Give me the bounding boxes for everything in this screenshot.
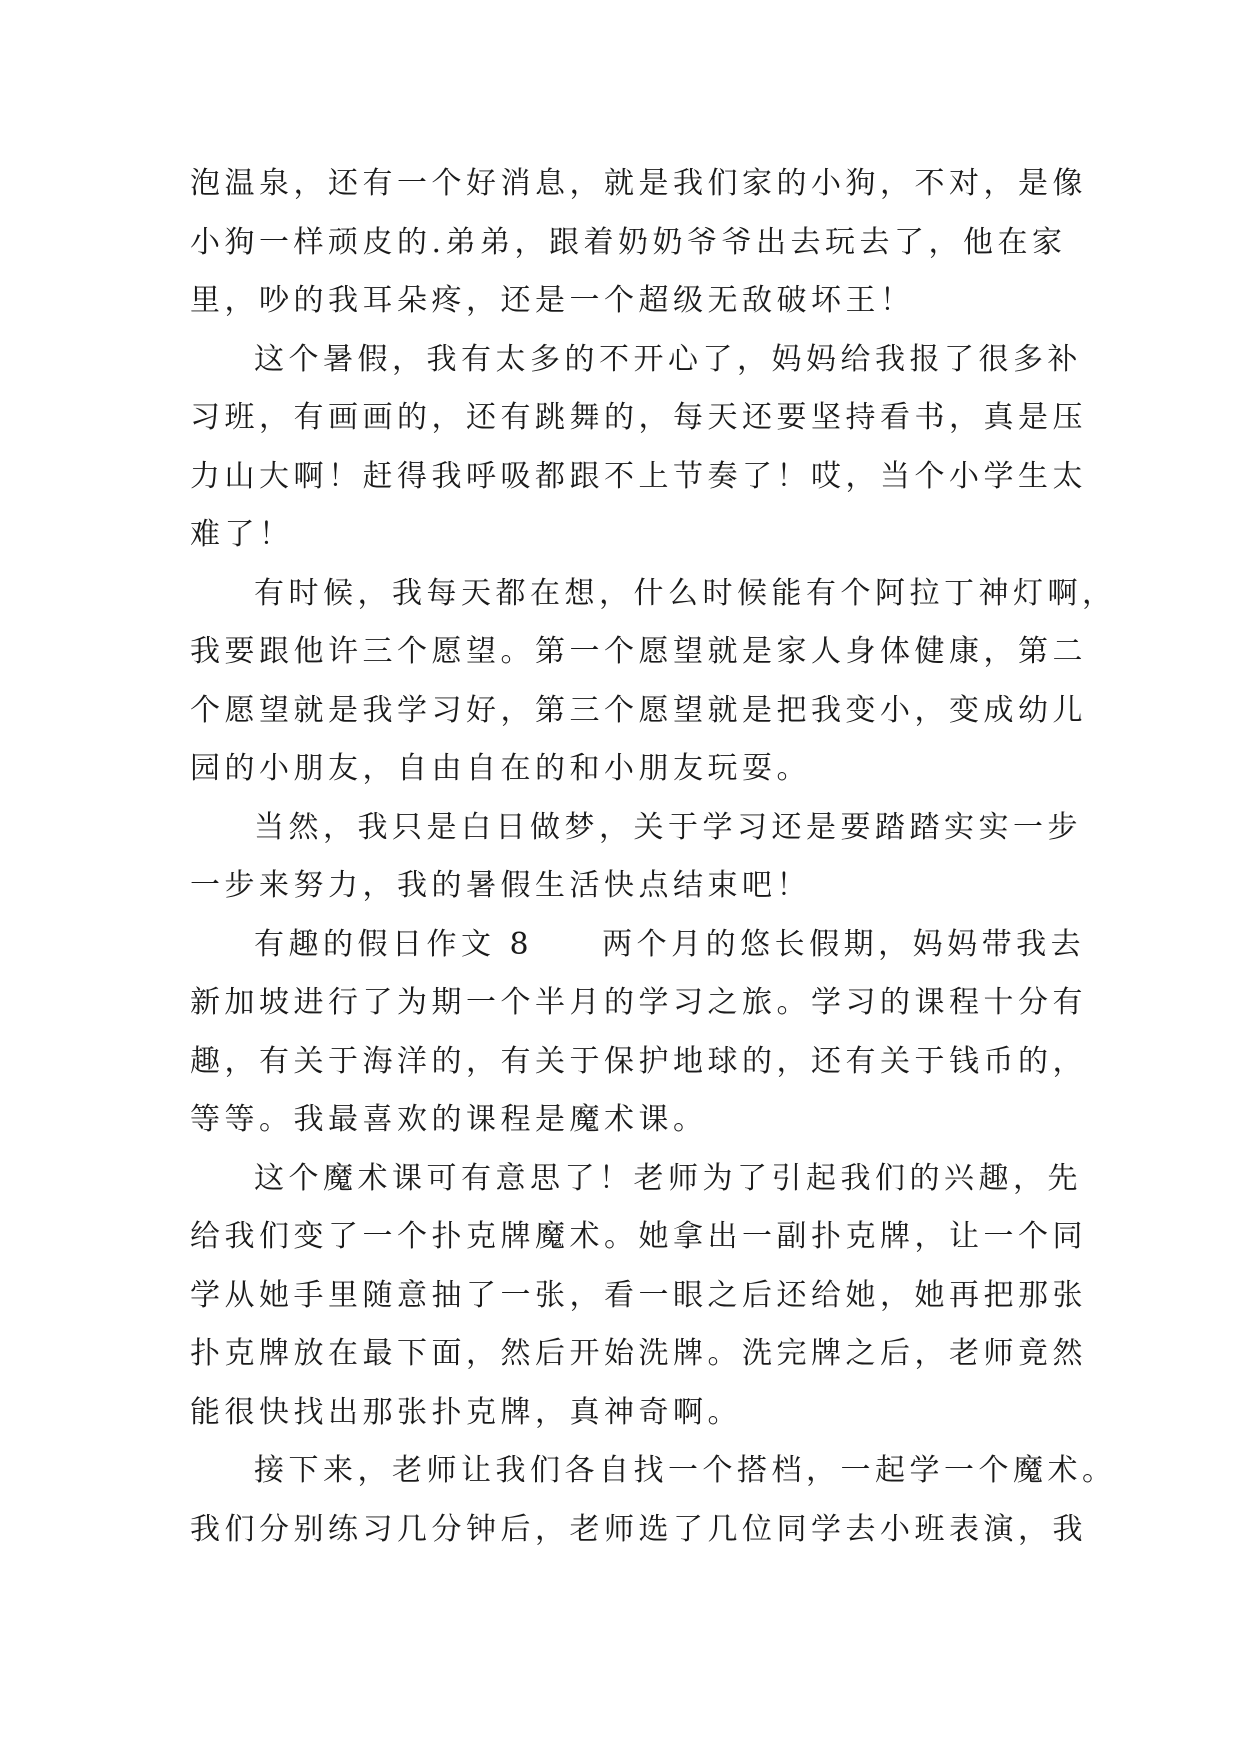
text-line: 我们分别练习几分钟后，老师选了几位同学去小班表演，我 — [190, 1511, 1087, 1547]
text-line: 有时候，我每天都在想，什么时候能有个阿拉丁神灯啊， — [254, 575, 1117, 611]
text-line: 有趣的假日作文 8 两个月的悠长假期，妈妈带我去 — [254, 926, 1086, 962]
text-line: 一步来努力，我的暑假生活快点结束吧！ — [190, 868, 811, 903]
text-line: 力山大啊！赶得我呼吸都跟不上节奏了！哎，当个小学生太 — [190, 458, 1087, 494]
text-line: 习班，有画画的，还有跳舞的，每天还要坚持看书，真是压 — [190, 400, 1087, 435]
text-line: 泡温泉，还有一个好消息，就是我们家的小狗，不对，是像 — [190, 166, 1087, 201]
text-line: 新加坡进行了为期一个半月的学习之旅。学习的课程十分有 — [190, 985, 1087, 1020]
text-line: 难了！ — [190, 517, 294, 552]
text-line: 能很快找出那张扑克牌，真神奇啊。 — [190, 1394, 742, 1430]
text-line: 扑克牌放在最下面，然后开始洗牌。洗完牌之后，老师竟然 — [190, 1336, 1087, 1371]
text-line: 这个暑假，我有太多的不开心了，妈妈给我报了很多补 — [254, 341, 1082, 377]
text-line: 我要跟他许三个愿望。第一个愿望就是家人身体健康，第二 — [190, 634, 1087, 669]
document-page — [190, 155, 1117, 1559]
text-line: 接下来，老师让我们各自找一个搭档，一起学一个魔术。 — [254, 1453, 1117, 1488]
text-line: 里，吵的我耳朵疼，还是一个超级无敌破坏王！ — [190, 283, 915, 318]
text-line: 给我们变了一个扑克牌魔术。她拿出一副扑克牌，让一个同 — [190, 1219, 1087, 1254]
text-line: 园的小朋友，自由自在的和小朋友玩耍。 — [190, 751, 811, 786]
text-line: 小狗一样顽皮的.弟弟，跟着奶奶爷爷出去玩去了，他在家 — [190, 224, 1067, 260]
text-line: 个愿望就是我学习好，第三个愿望就是把我变小，变成幼儿 — [190, 692, 1087, 728]
text-line: 趣，有关于海洋的，有关于保护地球的，还有关于钱币的， — [190, 1043, 1087, 1079]
text-line: 学从她手里随意抽了一张，看一眼之后还给她，她再把那张 — [190, 1277, 1087, 1313]
text-line: 当然，我只是白日做梦，关于学习还是要踏踏实实一步 — [254, 809, 1082, 845]
text-line: 这个魔术课可有意思了！老师为了引起我们的兴趣，先 — [254, 1160, 1082, 1196]
text-line: 等等。我最喜欢的课程是魔术课。 — [190, 1102, 708, 1137]
